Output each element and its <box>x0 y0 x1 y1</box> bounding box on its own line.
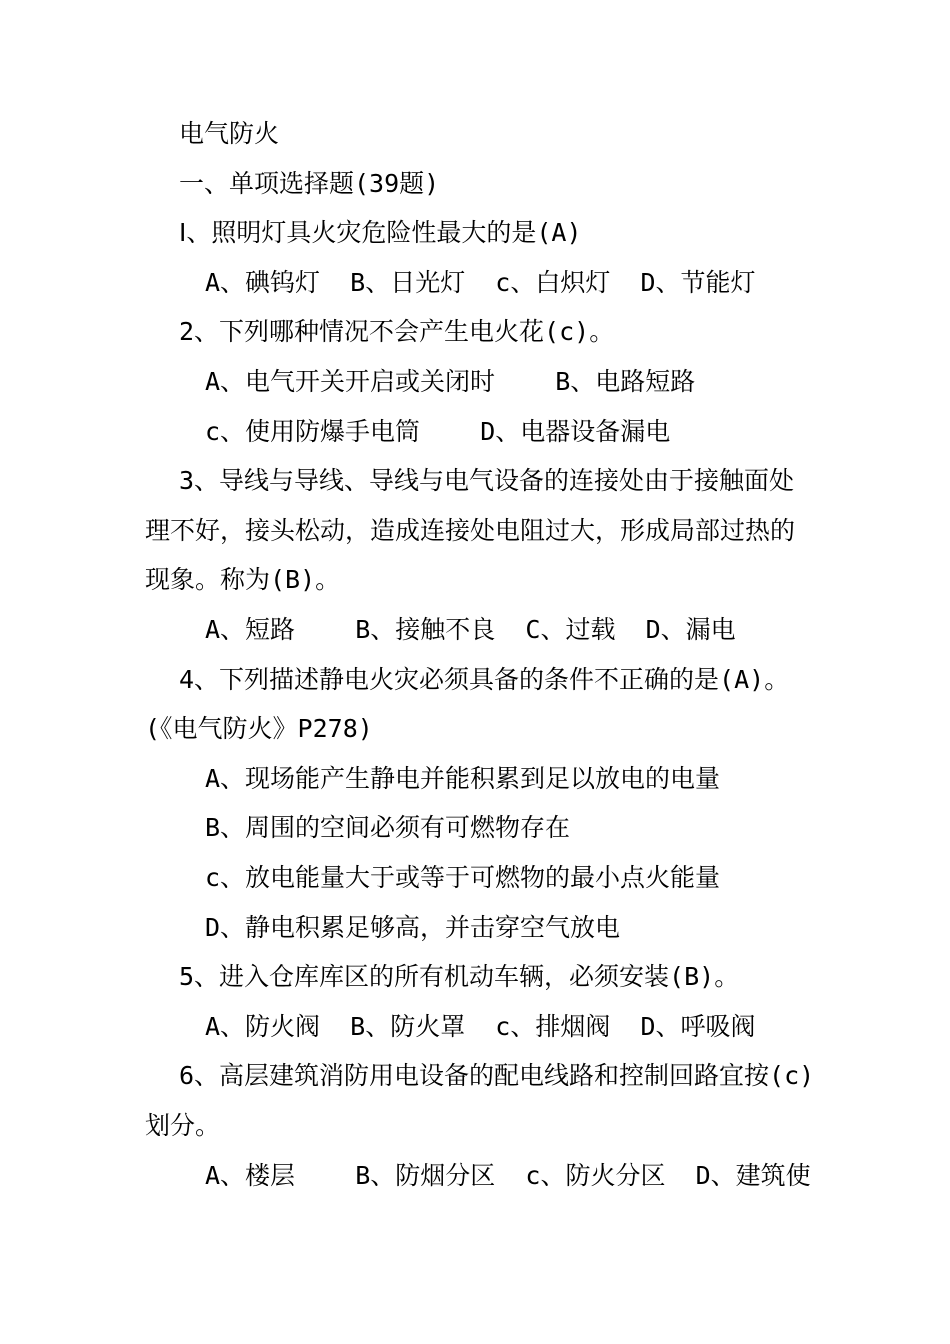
question-3-stem-line-3: 现象。称为(B)。 <box>145 565 341 594</box>
question-2-stem: 2、下列哪种情况不会产生电火花(c)。 <box>179 317 615 346</box>
question-3-stem-line-2: 理不好，接头松动，造成连接处电阻过大，形成局部过热的 <box>145 516 796 545</box>
question-2-options-line-1: A、电气开关开启或关闭时 B、电路短路 <box>205 367 696 396</box>
question-3-stem-line-1: 3、导线与导线、导线与电气设备的连接处由于接触面处 <box>179 466 795 495</box>
question-4-option-c: c、放电能量大于或等于可燃物的最小点火能量 <box>205 863 721 892</box>
question-4-stem-line-1: 4、下列描述静电火灾必须具备的条件不正确的是(A)。 <box>179 665 790 694</box>
question-4-option-a: A、现场能产生静电并能积累到足以放电的电量 <box>205 764 721 793</box>
question-5-options: A、防火阀 B、防火罩 c、排烟阀 D、呼吸阀 <box>205 1012 756 1041</box>
question-6-stem-line-2: 划分。 <box>145 1111 221 1140</box>
question-3-options: A、短路 B、接触不良 C、过载 D、漏电 <box>205 615 736 644</box>
question-1-options: A、碘钨灯 B、日光灯 c、白炽灯 D、节能灯 <box>205 268 756 297</box>
question-6-options: A、楼层 B、防烟分区 c、防火分区 D、建筑使 <box>205 1161 811 1190</box>
question-4-option-d: D、静电积累足够高，并击穿空气放电 <box>205 913 621 942</box>
question-6-stem-line-1: 6、高层建筑消防用电设备的配电线路和控制回路宜按(c) <box>179 1061 815 1090</box>
question-5-stem: 5、进入仓库库区的所有机动车辆，必须安装(B)。 <box>179 962 740 991</box>
question-1-stem: Ⅰ、照明灯具火灾危险性最大的是(A) <box>179 218 582 247</box>
question-2-options-line-2: c、使用防爆手电筒 D、电器设备漏电 <box>205 417 671 446</box>
section-heading: 一、单项选择题(39题) <box>179 169 440 198</box>
question-4-stem-line-2: (《电气防火》P278) <box>145 714 373 743</box>
document-title: 电气防火 <box>179 119 280 148</box>
question-4-option-b: B、周围的空间必须有可燃物存在 <box>205 813 571 842</box>
